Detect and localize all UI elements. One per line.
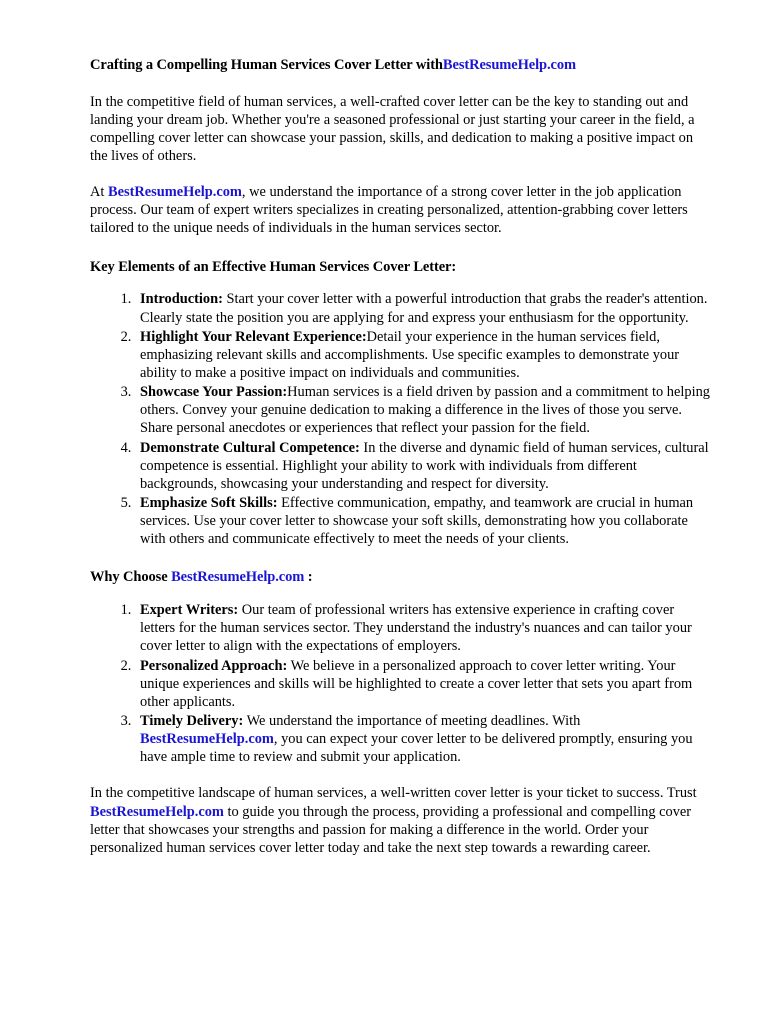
second-paragraph-prefix: At	[90, 184, 108, 201]
list-item	[135, 712, 710, 766]
brand-link-why-choose[interactable]: BestResumeHelp.com	[171, 569, 305, 586]
list-item-lead: Showcase Your Passion:	[140, 384, 288, 401]
list-item-lead: Emphasize Soft Skills:	[140, 494, 278, 511]
list-item	[135, 657, 710, 711]
list-item	[135, 601, 710, 655]
key-elements-list	[90, 290, 710, 548]
list-item-body: In the diverse and dynamic field of human services, cultural competence is essential. Highlight your ability to work with individuals from different backgrounds, showcasing your understanding and respect for diversity.	[140, 439, 709, 492]
list-item-body: Start your cover letter with a powerful introduction that grabs the reader's attention. Clearly state the position you are applying for and express your enthusiasm for the opportunity.	[140, 291, 708, 326]
key-elements-heading: Key Elements of an Effective Human Services Cover Letter:	[90, 258, 457, 275]
list-item-lead: Personalized Approach:	[140, 657, 288, 674]
closing-paragraph-prefix: In the competitive landscape of human services, a well-written cover letter is your ticket to success. Trust	[90, 785, 697, 802]
list-item	[135, 439, 710, 493]
closing-paragraph	[90, 784, 710, 857]
why-choose-heading-prefix: Why Choose	[90, 569, 172, 586]
list-item-body: Effective communication, empathy, and teamwork are crucial in human services. Use your cover letter to showcase your soft skills, demonstrating how you collaborate with others and communicate effectively to meet the needs of your clients.	[140, 494, 694, 548]
list-item-lead: Introduction:	[140, 291, 223, 308]
list-item-body: We believe in a personalized approach to cover letter writing. Your unique experiences and skills will be highlighted to create a cover letter that sets you apart from other applicants.	[140, 657, 693, 710]
list-item-lead: Timely Delivery:	[140, 713, 244, 730]
list-item	[135, 328, 710, 382]
brand-link-timely-delivery[interactable]: BestResumeHelp.com	[140, 731, 274, 748]
list-item	[135, 383, 710, 437]
closing-paragraph-suffix: to guide you through the process, providing a professional and compelling cover letter that showcases your strengths and passion for making a difference in the world. Order your personalized human services cover letter today and take the next step towards a rewarding career.	[90, 803, 692, 856]
list-item	[135, 494, 710, 548]
list-item-body: Human services is a field driven by passion and a commitment to helping others. Convey your genuine dedication to making a difference in the lives of those you serve. Share personal anecdotes or experiences that reflect your passion for the field.	[140, 384, 710, 437]
why-choose-heading-suffix: :	[304, 569, 313, 586]
page-title	[90, 56, 710, 75]
why-choose-heading	[90, 568, 710, 587]
second-paragraph-suffix: , we understand the importance of a strong cover letter in the job application process. Our team of expert writers specializes in creating personalized, attention-grabbing cover letters tailored to the unique needs of individuals in the human services sector.	[90, 184, 688, 237]
list-item-lead: Highlight Your Relevant Experience:	[140, 328, 367, 345]
intro-paragraph: In the competitive field of human services, a well-crafted cover letter can be the key to standing out and landing your dream job. Whether you're a seasoned professional or just starting your career in the field, a compelling cover letter can showcase your passion, skills, and dedication to making a positive impact on the lives of others.	[90, 93, 695, 164]
brand-link-closing[interactable]: BestResumeHelp.com	[90, 803, 224, 820]
second-paragraph	[90, 183, 710, 237]
list-item-body: Our team of professional writers has extensive experience in crafting cover letters for the human services sector. They understand the industry's nuances and can tailor your cover letter to align with the expectations of employers.	[140, 602, 692, 655]
document-body	[90, 56, 710, 857]
why-choose-list	[90, 601, 710, 766]
list-item	[135, 290, 710, 326]
list-item-body: Detail your experience in the human services field, emphasizing relevant skills and accomplishments. Use specific examples to demonstrate your ability to make a positive impact on individuals and communities.	[140, 328, 680, 381]
list-item-lead: Expert Writers:	[140, 602, 239, 619]
brand-link-title[interactable]: BestResumeHelp.com	[442, 57, 577, 73]
brand-link-second[interactable]: BestResumeHelp.com	[108, 184, 242, 201]
list-item-body-before: We understand the importance of meeting deadlines. With	[243, 713, 581, 730]
page-title-text: Crafting a Compelling Human Services Cover Letter with	[90, 57, 443, 73]
list-item-lead: Demonstrate Cultural Competence:	[140, 439, 360, 456]
list-item-body-after: , you can expect your cover letter to be delivered promptly, ensuring you have ample time to review and submit your application.	[140, 731, 693, 766]
